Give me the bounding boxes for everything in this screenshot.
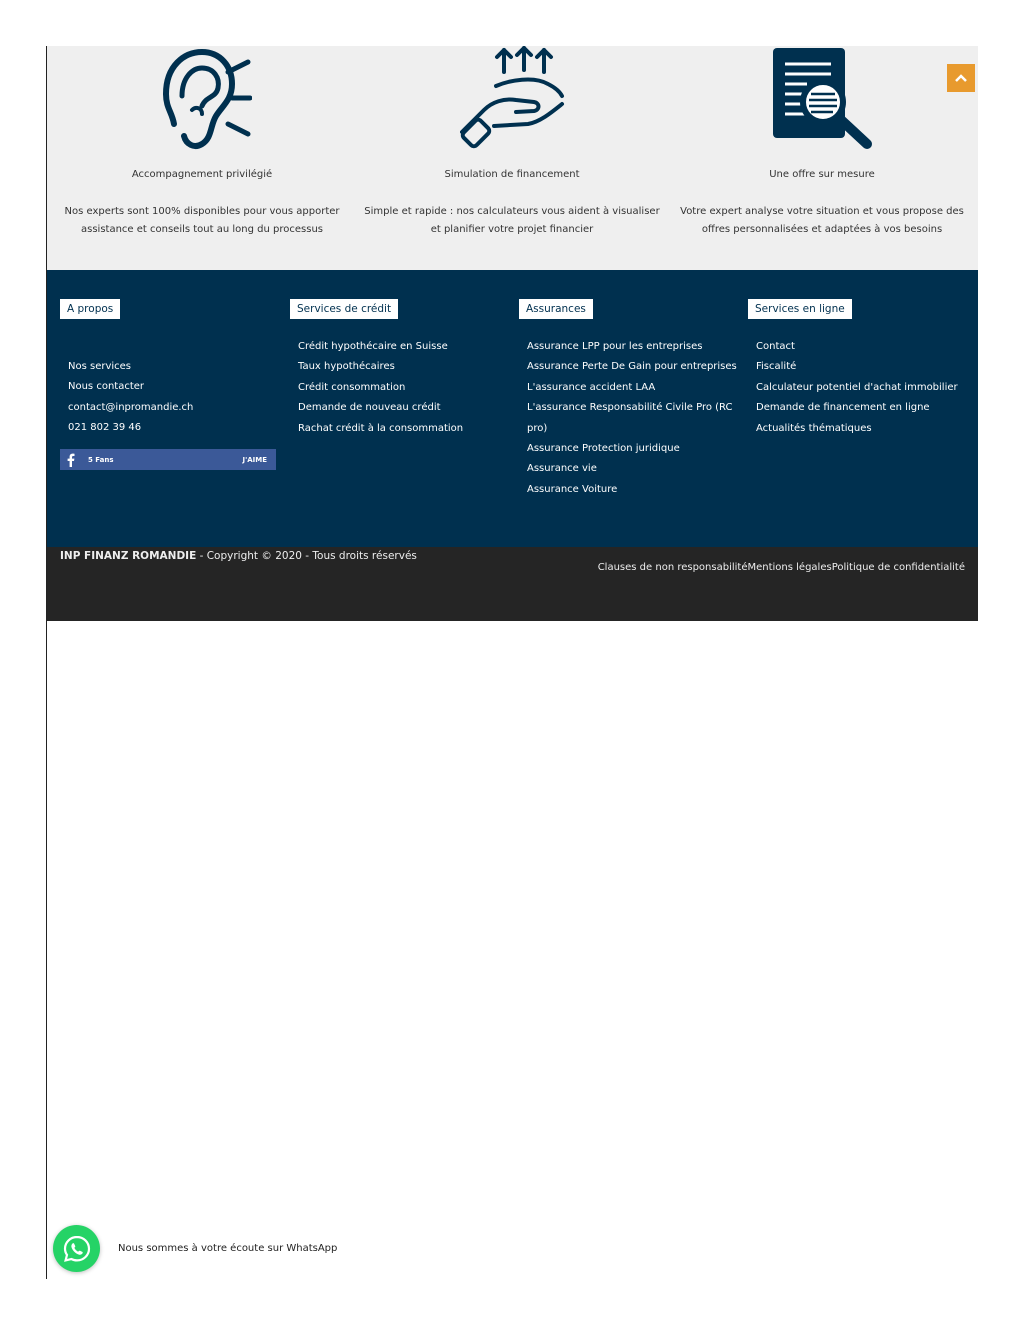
hand-growth-icon [460,46,566,150]
facebook-icon [60,453,82,467]
footer-link[interactable]: pro) [527,422,548,434]
document-search-icon [771,46,875,150]
legal-notice-link[interactable]: Mentions légales [747,562,832,573]
footer-link[interactable]: Taux hypothécaires [298,361,395,373]
ear-icon [152,46,252,154]
site-footer [47,270,978,547]
whatsapp-button[interactable] [53,1225,100,1272]
footer-list-credit [298,337,518,439]
footer-link[interactable]: 021 802 39 46 [68,422,142,434]
footer-link[interactable]: Assurance Voiture [527,483,618,495]
footer-list-about [68,357,288,439]
feature-description: Votre expert analyse votre situation et vous propose des offres personnalisées et adaptées à vos besoins [680,206,964,235]
footer-heading-credit[interactable]: Services de crédit [290,299,398,319]
footer-link[interactable]: Assurance Perte De Gain pour entreprises [527,361,737,373]
facebook-like-button[interactable]: J'AIME [242,455,267,464]
feature-title: Accompagnement privilégié [131,169,273,180]
chevron-up-icon [954,73,968,83]
footer-link[interactable]: Assurance Protection juridique [527,443,680,455]
footer-link[interactable]: L'assurance accident LAA [527,381,656,393]
footer-link[interactable]: Fiscalité [756,361,797,373]
footer-link[interactable]: Crédit consommation [298,381,406,393]
feature-description: Nos experts sont 100% disponibles pour vous apporter assistance et conseils tout au long du processus [64,206,340,235]
facebook-like-box[interactable] [60,449,276,470]
scroll-to-top-button[interactable] [947,64,975,92]
copyright-text: INP FINANZ ROMANDIE - Copyright © 2020 - Tous droits réservés [60,550,417,562]
footer-column-insurance [519,297,737,495]
whatsapp-icon [62,1234,92,1264]
footer-link[interactable]: Contact [756,341,795,352]
footer-column-about [60,297,194,434]
footer-link[interactable]: Crédit hypothécaire en Suisse [298,341,448,352]
disclaimer-link[interactable]: Clauses de non responsabilité [597,562,748,573]
footer-link[interactable]: Rachat crédit à la consommation [298,422,464,434]
footer-link[interactable]: Assurance LPP pour les entreprises [527,341,703,352]
legal-links [598,562,965,573]
footer-heading-online[interactable]: Services en ligne [748,299,852,319]
footer-link[interactable]: L'assurance Responsabilité Civile Pro (RC [527,402,733,414]
feature-description: Simple et rapide : nos calculateurs vous aident à visualiser et planifier votre projet financier [364,206,660,235]
footer-link[interactable]: Nos services [68,361,132,372]
facebook-fans-count: 5 Fans [88,455,114,464]
footer-link[interactable]: Actualités thématiques [756,422,872,434]
feature-title: Simulation de financement [444,169,580,180]
footer-link[interactable]: Demande de nouveau crédit [298,402,441,414]
footer-column-online [748,297,958,434]
privacy-policy-link[interactable]: Politique de confidentialité [831,562,965,573]
footer-link[interactable]: Nous contacter [68,381,145,393]
footer-link[interactable]: Assurance vie [527,463,597,475]
footer-link[interactable]: Calculateur potentiel d'achat immobilier [756,381,958,393]
footer-link[interactable]: contact@inpromandie.ch [68,401,194,413]
company-name: INP FINANZ ROMANDIE [60,550,197,562]
feature-title: Une offre sur mesure [769,169,875,180]
footer-list-insurance [527,337,742,500]
bottom-bar [47,547,978,621]
features-section [47,46,978,270]
footer-heading-about[interactable]: A propos [60,299,120,319]
footer-column-credit [290,297,464,434]
footer-list-online [756,337,976,439]
footer-heading-insurance[interactable]: Assurances [519,299,593,319]
whatsapp-message: Nous sommes à votre écoute sur WhatsApp [118,1243,338,1254]
footer-link[interactable]: Demande de financement en ligne [756,402,930,414]
